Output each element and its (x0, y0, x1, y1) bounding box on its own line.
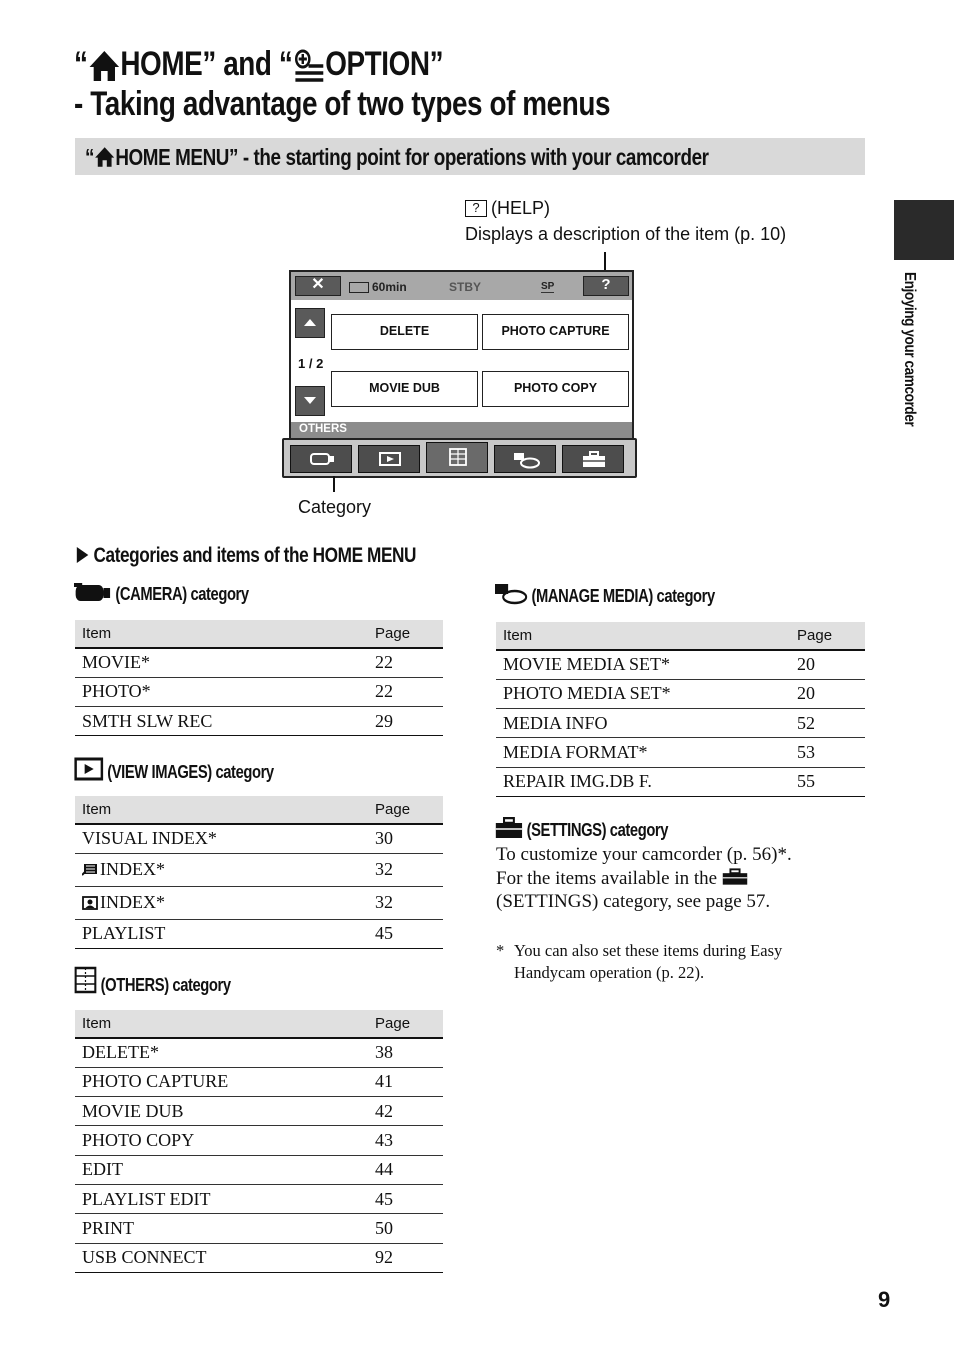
camera-icon (309, 451, 335, 467)
scroll-up-button[interactable] (295, 308, 325, 338)
column-header-item: Item (75, 1010, 375, 1038)
arrow-down-icon (304, 396, 316, 405)
help-button[interactable]: ? (583, 276, 629, 296)
column-header-item: Item (496, 622, 797, 650)
footnote-mark: * (496, 941, 505, 960)
tab-settings[interactable] (562, 445, 624, 473)
table-row: REPAIR IMG.DB F. 55 (496, 767, 865, 796)
help-description: Displays a description of the item (p. 10) (465, 224, 787, 244)
category-name-bar: OTHERS (291, 422, 632, 438)
option-icon (292, 49, 325, 83)
status-bar (291, 272, 632, 300)
side-tab-label: Enjoying your camcorder (901, 272, 918, 427)
table-row: PRINT 50 (75, 1214, 443, 1243)
home-icon (88, 49, 121, 83)
table-header-row (75, 796, 443, 824)
camera-icon (74, 581, 112, 603)
table-row: EDIT 44 (75, 1155, 443, 1184)
table-row: PHOTO CAPTURE 41 (75, 1067, 443, 1096)
camera-category-heading: (CAMERA) category (74, 581, 249, 605)
photo-copy-button[interactable]: PHOTO COPY (482, 371, 629, 407)
column-header-page: Page (375, 620, 443, 648)
table-row: MEDIA INFO 52 (496, 709, 865, 738)
others-items-table (75, 1010, 443, 1273)
table-header-row (75, 1010, 443, 1038)
close-button[interactable]: ✕ (295, 276, 341, 296)
toolbox-icon (581, 451, 607, 469)
scroll-down-button[interactable] (295, 386, 325, 416)
page-indicator: 1 / 2 (298, 356, 324, 371)
table-row: VISUAL INDEX* 30 (75, 824, 443, 853)
table-row: PHOTO* 22 (75, 677, 443, 706)
table-row: MEDIA FORMAT* 53 (496, 738, 865, 767)
view-images-icon (377, 451, 403, 467)
triangle-bullet-icon (76, 546, 89, 564)
film-index-icon (82, 863, 98, 877)
photo-capture-button[interactable]: PHOTO CAPTURE (482, 314, 629, 350)
manage-media-icon (495, 583, 528, 605)
table-row: INDEX* 32 (75, 886, 443, 919)
table-row: INDEX* 32 (75, 853, 443, 886)
others-category-heading: (OTHERS) category (74, 966, 231, 996)
view-images-category-heading: (VIEW IMAGES) category (74, 757, 274, 783)
toolbox-icon (722, 868, 748, 886)
tab-manage-media[interactable] (494, 445, 556, 473)
others-icon (74, 966, 97, 994)
table-row: DELETE* 38 (75, 1038, 443, 1067)
standby-indicator: STBY (449, 280, 482, 294)
battery-icon (349, 282, 369, 293)
footnote: You can also set these items during Easy Handycam operation (p. 22). (514, 941, 783, 982)
section-banner: “ HOME MENU” - the starting point for operations with your camcorder (75, 138, 865, 175)
home-menu-categories-heading: Categories and items of the HOME MENU (76, 544, 416, 568)
table-header-row (75, 620, 443, 648)
page-title: “ HOME” and “ OPTION” - Taking advantage of two types of menus (74, 45, 611, 123)
table-row: MOVIE* 22 (75, 648, 443, 677)
category-leader-line (333, 476, 335, 492)
settings-category-heading: (SETTINGS) category (495, 817, 668, 841)
page-number: 9 (878, 1287, 891, 1312)
column-header-item: Item (75, 620, 375, 648)
settings-description: To customize your camcorder (p. 56)*. For the items available in the (SETTINGS) category, see page 57. (496, 844, 792, 912)
tab-camera[interactable] (290, 445, 352, 473)
table-row: SMTH SLW REC 29 (75, 707, 443, 736)
table-row: MOVIE MEDIA SET* 20 (496, 650, 865, 679)
view-images-icon (74, 757, 104, 781)
side-tab-marker (894, 200, 954, 260)
recording-mode: SP (541, 281, 555, 292)
help-annotation: ? (HELP) (465, 198, 550, 219)
table-row: PHOTO COPY 43 (75, 1126, 443, 1155)
help-icon: ? (465, 200, 487, 217)
column-header-page: Page (375, 1010, 443, 1038)
manage-media-category-heading: (MANAGE MEDIA) category (495, 583, 715, 607)
column-header-page: Page (375, 796, 443, 824)
table-row: USB CONNECT 92 (75, 1243, 443, 1272)
tab-view-images[interactable] (358, 445, 420, 473)
camcorder-screen (289, 270, 634, 440)
movie-dub-button[interactable]: MOVIE DUB (331, 371, 478, 407)
table-row: MOVIE DUB 42 (75, 1097, 443, 1126)
home-icon (94, 146, 115, 168)
toolbox-icon (495, 817, 523, 839)
battery-remaining: 60min (372, 280, 407, 294)
table-row: PHOTO MEDIA SET* 20 (496, 679, 865, 708)
manage-media-icon (513, 451, 541, 469)
table-row: PLAYLIST EDIT 45 (75, 1184, 443, 1213)
column-header-item: Item (75, 796, 375, 824)
category-callout: Category (298, 497, 372, 517)
arrow-up-icon (304, 318, 316, 327)
manage-media-items-table (496, 622, 865, 797)
view-images-items-table (75, 796, 443, 949)
camera-items-table (75, 620, 443, 736)
column-header-page: Page (797, 622, 865, 650)
table-header-row (496, 622, 865, 650)
others-icon (445, 448, 471, 466)
face-index-icon (82, 896, 98, 910)
delete-button[interactable]: DELETE (331, 314, 478, 350)
table-row: PLAYLIST 45 (75, 919, 443, 948)
category-tab-bar (282, 438, 637, 478)
menu-area (291, 300, 632, 430)
tab-others[interactable] (426, 442, 488, 473)
